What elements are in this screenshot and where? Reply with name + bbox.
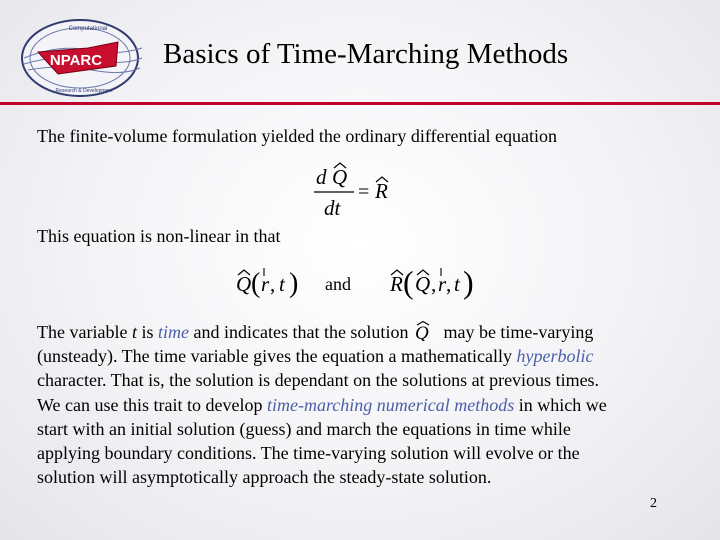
svg-text:): ) <box>289 268 299 299</box>
para-line-6: applying boundary conditions. The time-varying solution will evolve or the <box>37 443 580 464</box>
ode-equation <box>312 158 402 222</box>
t-variable: t <box>131 322 137 342</box>
svg-text:(: ( <box>251 268 261 299</box>
svg-text:,: , <box>270 272 276 296</box>
para-line-1: The variable t is time and indicates that the solution Q may be time-varying <box>37 322 594 342</box>
and-word: and <box>325 274 351 294</box>
para-line-2: (unsteady). The time variable gives the equation a mathematically hyperbolic <box>37 346 594 367</box>
svg-text:t: t <box>279 272 285 296</box>
nparc-logo <box>18 14 148 98</box>
para-line-4: We can use this trait to develop time-marching numerical methods in which we <box>37 394 607 415</box>
svg-text:dt: dt <box>324 196 341 220</box>
svg-text:R: R <box>375 179 388 203</box>
logo-ring-top: Computational <box>68 26 108 32</box>
svg-text:,: , <box>446 272 452 296</box>
intro-text: The finite-volume formulation yielded the ordinary differential equation <box>37 126 557 146</box>
svg-text:t: t <box>454 272 460 296</box>
hyperbolic-highlight: hyperbolic <box>516 346 594 367</box>
svg-text:): ) <box>463 264 474 300</box>
time-marching-highlight: time-marching numerical methods <box>266 394 515 415</box>
time-highlight: time <box>157 322 189 342</box>
slide-title: Basics of Time-Marching Methods <box>163 38 569 70</box>
explanation-paragraph <box>37 320 687 489</box>
svg-text:Q: Q <box>414 323 429 341</box>
q-function <box>234 260 304 300</box>
page-number: 2 <box>650 496 657 511</box>
r-function <box>388 258 478 300</box>
logo-ring-bottom: Research & Development <box>55 88 113 94</box>
svg-text:Q: Q <box>415 272 431 296</box>
svg-text:r: r <box>261 272 270 296</box>
logo-text: NPARC <box>49 52 103 69</box>
nonlinear-text: This equation is non-linear in that <box>37 226 281 246</box>
svg-text:r: r <box>438 272 447 296</box>
svg-text:(: ( <box>403 264 414 300</box>
title-divider <box>0 102 720 105</box>
para-line-3: character. That is, the solution is dependant on the solutions at previous times. <box>37 370 600 391</box>
svg-text:Q: Q <box>236 272 252 296</box>
svg-text:R: R <box>390 272 403 296</box>
para-line-5: start with an initial solution (guess) and march the equations in time while <box>37 418 571 439</box>
para-line-7: solution will asymptotically approach the steady-state solution. <box>37 467 492 488</box>
svg-text:Q: Q <box>332 165 348 189</box>
svg-text:d: d <box>316 165 327 189</box>
svg-text:=: = <box>358 181 370 203</box>
svg-text:,: , <box>431 272 437 296</box>
inline-q-symbol <box>413 321 439 341</box>
